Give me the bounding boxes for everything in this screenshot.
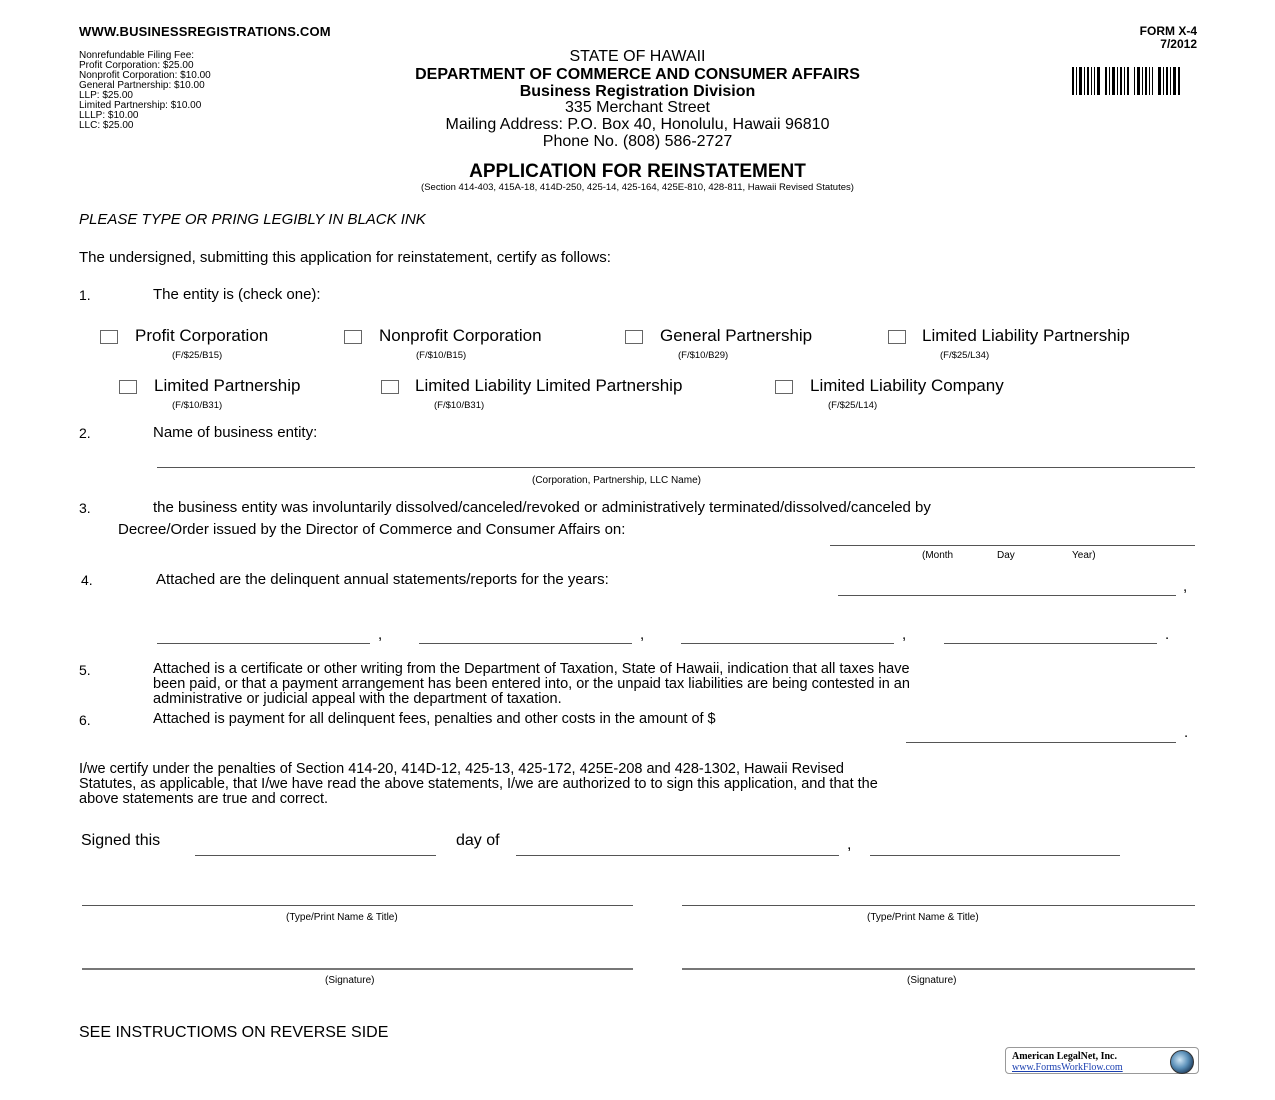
fee-item: Limited Partnership: $10.00 <box>79 100 202 111</box>
caption-day: Day <box>997 550 1015 561</box>
checkbox-limited-liability-partnership[interactable] <box>888 330 906 344</box>
entity-name-field[interactable] <box>157 467 1195 468</box>
form-date: 7/2012 <box>1160 37 1197 51</box>
label-general-partnership: General Partnership <box>660 326 813 345</box>
label-limited-partnership: Limited Partnership <box>154 376 301 395</box>
checkbox-limited-liability-limited-partnership[interactable] <box>381 380 399 394</box>
entity-name-prompt: Name of business entity: <box>153 424 318 441</box>
year-field-4[interactable] <box>681 643 894 644</box>
signed-day-field[interactable] <box>195 855 436 856</box>
item-number: 3. <box>79 500 91 516</box>
department-name: DEPARTMENT OF COMMERCE AND CONSUMER AFFAIRS <box>415 66 860 83</box>
caption-year: Year) <box>1072 550 1096 561</box>
separator-comma: , <box>640 626 645 643</box>
badge-company: American LegalNet, Inc. <box>1012 1051 1117 1062</box>
year-field-5[interactable] <box>944 643 1157 644</box>
tax-clearance-line3: administrative or judicial appeal with the department of taxation. <box>153 691 562 707</box>
label-limited-liability-limited-partnership: Limited Liability Limited Partnership <box>415 376 683 395</box>
day-of-label: day of <box>456 832 500 849</box>
item-number: 1. <box>79 287 91 303</box>
name-title-caption-1: (Type/Print Name & Title) <box>286 912 398 923</box>
name-title-field-1[interactable] <box>82 905 633 906</box>
signature-caption-1: (Signature) <box>325 975 375 986</box>
separator-comma: , <box>847 836 852 853</box>
code-limited-liability-partnership: (F/$25/L34) <box>940 350 990 361</box>
state-name: STATE OF HAWAII <box>569 48 706 65</box>
signature-caption-2: (Signature) <box>907 975 957 986</box>
american-legalnet-badge[interactable] <box>1005 1047 1199 1074</box>
separator-period: . <box>1184 724 1189 741</box>
item-number: 4. <box>81 572 93 588</box>
fee-item: Profit Corporation: $25.00 <box>79 60 194 71</box>
code-limited-partnership: (F/$10/B31) <box>172 400 223 411</box>
signed-month-field[interactable] <box>516 855 839 856</box>
label-profit-corporation: Profit Corporation <box>135 326 269 345</box>
separator-comma: , <box>902 626 907 643</box>
payment-amount-field[interactable] <box>906 742 1176 743</box>
badge-link[interactable]: www.FormsWorkFlow.com <box>1012 1062 1123 1073</box>
name-title-field-2[interactable] <box>682 905 1195 906</box>
fee-item: General Partnership: $10.00 <box>79 80 205 91</box>
year-field-3[interactable] <box>419 643 632 644</box>
signature-field-1[interactable] <box>82 968 633 970</box>
code-limited-liability-company: (F/$25/L14) <box>828 400 878 411</box>
certification-text <box>79 762 878 807</box>
ink-instructions: PLEASE TYPE OR PRING LEGIBLY IN BLACK INK <box>79 211 426 228</box>
certification-line2: Statutes, as applicable, that I/we have read the above statements, I/we are authorized to to sign this application, and that the <box>79 776 878 792</box>
intro-text: The undersigned, submitting this application for reinstatement, certify as follows: <box>79 249 611 266</box>
fee-item: LLP: $25.00 <box>79 90 133 101</box>
code-nonprofit-corporation: (F/$10/B15) <box>416 350 467 361</box>
separator-comma: , <box>378 626 383 643</box>
fee-item: Nonprofit Corporation: $10.00 <box>79 70 211 81</box>
year-field-1[interactable] <box>838 595 1176 596</box>
label-limited-liability-partnership: Limited Liability Partnership <box>922 326 1130 345</box>
fee-title: Nonrefundable Filing Fee: <box>79 50 195 61</box>
checkbox-limited-liability-company[interactable] <box>775 380 793 394</box>
website-url: WWW.BUSINESSREGISTRATIONS.COM <box>79 24 331 39</box>
code-limited-liability-limited-partnership: (F/$10/B31) <box>434 400 485 411</box>
label-limited-liability-company: Limited Liability Company <box>810 376 1004 395</box>
mailing-address: Mailing Address: P.O. Box 40, Honolulu, Hawaii 96810 <box>445 116 830 133</box>
checkbox-nonprofit-corporation[interactable] <box>344 330 362 344</box>
year-field-2[interactable] <box>157 643 370 644</box>
dissolution-date-field[interactable] <box>830 545 1195 546</box>
tax-clearance-line2: been paid, or that a payment arrangement has been entered into, or the unpaid tax liabilities are being contested in an <box>153 676 910 692</box>
dissolution-text-line1: the business entity was involuntarily dissolved/canceled/revoked or administratively terminated/dissolved/canceled by <box>153 499 931 516</box>
label-nonprofit-corporation: Nonprofit Corporation <box>379 326 542 345</box>
entity-name-caption: (Corporation, Partnership, LLC Name) <box>532 475 701 486</box>
delinquent-years-prompt: Attached are the delinquent annual statements/reports for the years: <box>156 571 609 588</box>
certification-line1: I/we certify under the penalties of Section 414-20, 414D-12, 425-13, 425-172, 425E-208 and 428-1302, Hawaii Revised <box>79 761 844 777</box>
separator-comma: , <box>1183 578 1188 595</box>
caption-month: (Month <box>922 550 954 561</box>
checkbox-general-partnership[interactable] <box>625 330 643 344</box>
dissolution-text-line2: Decree/Order issued by the Director of Commerce and Consumer Affairs on: <box>118 521 626 538</box>
division-name: Business Registration Division <box>519 83 756 100</box>
form-number: FORM X-4 <box>1139 24 1197 38</box>
code-general-partnership: (F/$10/B29) <box>678 350 729 361</box>
tax-clearance-text <box>153 662 910 707</box>
page-title: APPLICATION FOR REINSTATEMENT <box>469 161 806 182</box>
separator-period: . <box>1165 626 1170 643</box>
item-number: 5. <box>79 662 91 678</box>
street-address: 335 Merchant Street <box>565 99 710 116</box>
reverse-side-note: SEE INSTRUCTIOMS ON REVERSE SIDE <box>79 1024 389 1041</box>
checkbox-limited-partnership[interactable] <box>119 380 137 394</box>
checkbox-profit-corporation[interactable] <box>100 330 118 344</box>
certification-line3: above statements are true and correct. <box>79 791 329 807</box>
phone-number: Phone No. (808) 586-2727 <box>542 133 733 150</box>
fee-item: LLLP: $10.00 <box>79 110 139 121</box>
signed-year-field[interactable] <box>870 855 1120 856</box>
item-number: 2. <box>79 425 91 441</box>
tax-clearance-line1: Attached is a certificate or other writing from the Department of Taxation, State of Hawaii, indication that all taxes have <box>153 661 910 677</box>
code-profit-corporation: (F/$25/B15) <box>172 350 223 361</box>
payment-text: Attached is payment for all delinquent fees, penalties and other costs in the amount of $ <box>153 711 716 727</box>
signed-this-label: Signed this <box>81 832 161 849</box>
name-title-caption-2: (Type/Print Name & Title) <box>867 912 979 923</box>
globe-logo-icon <box>1170 1050 1194 1074</box>
fee-item: LLC: $25.00 <box>79 120 134 131</box>
statutes-reference: (Section 414-403, 415A-18, 414D-250, 425-14, 425-164, 425E-810, 428-811, Hawaii Revised Statutes) <box>421 182 854 193</box>
item-number: 6. <box>79 712 91 728</box>
entity-type-prompt: The entity is (check one): <box>153 286 321 303</box>
signature-field-2[interactable] <box>682 968 1195 970</box>
